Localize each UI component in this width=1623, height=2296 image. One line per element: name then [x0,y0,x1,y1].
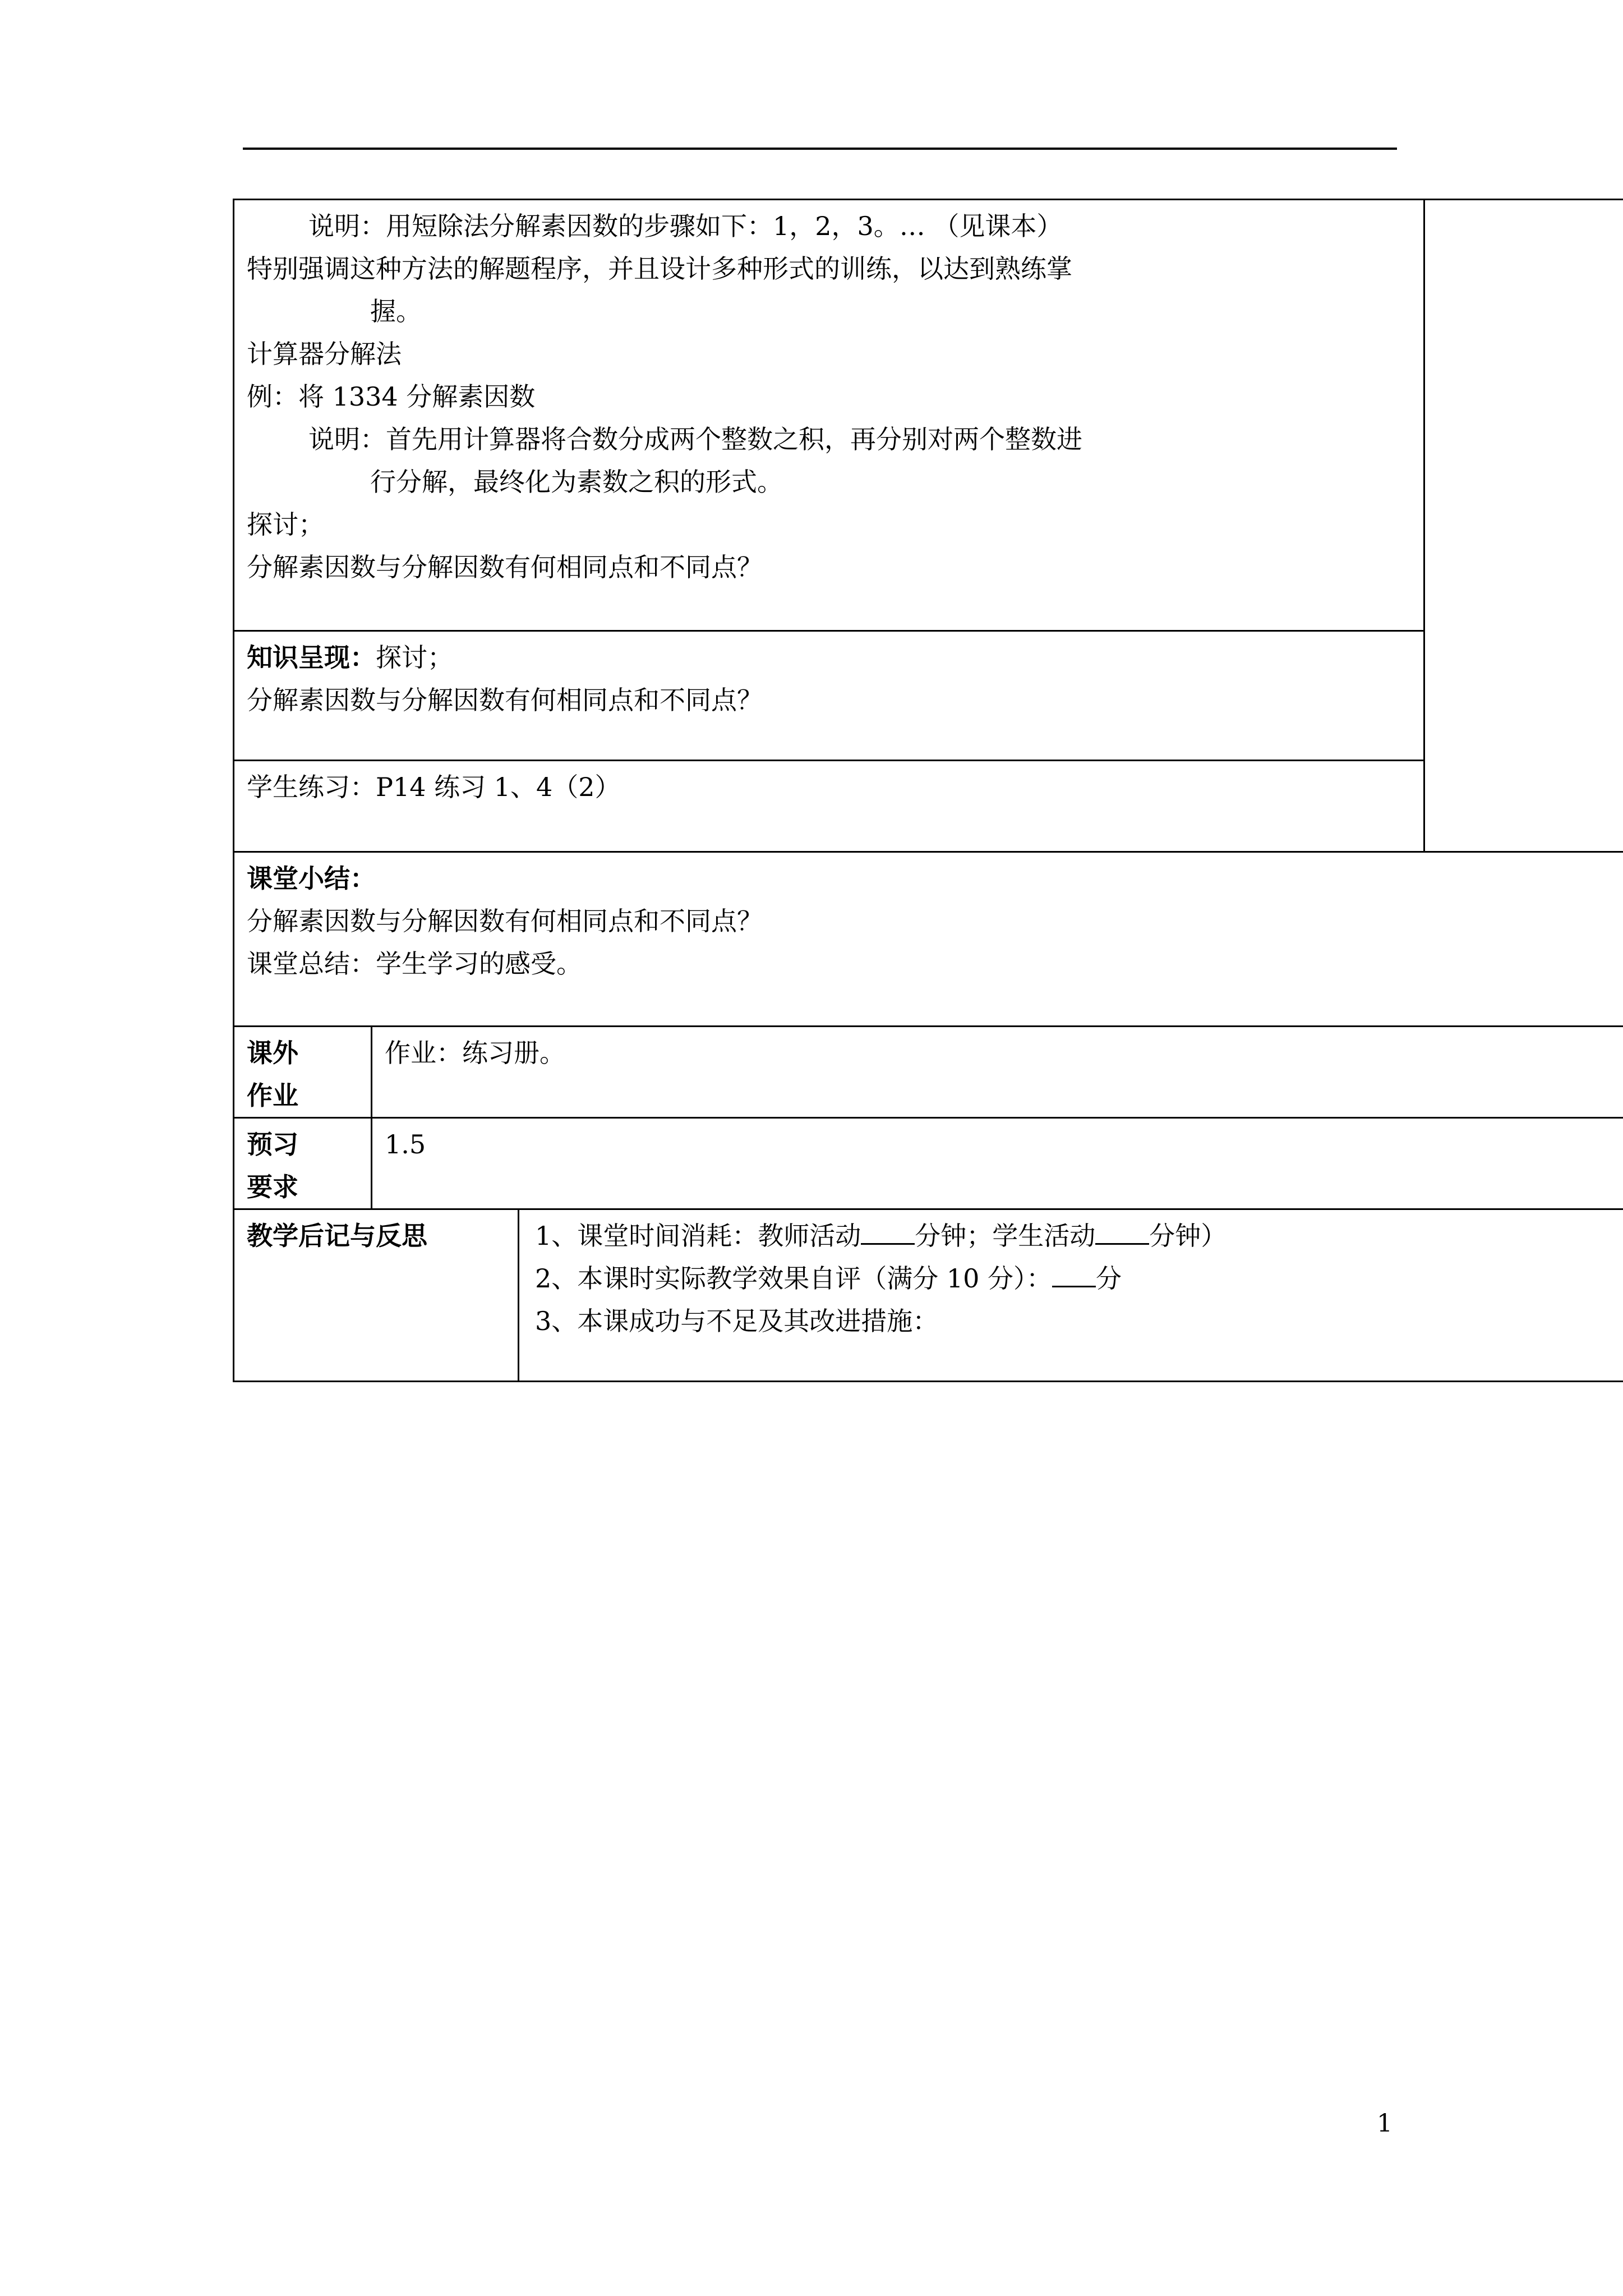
preview-label-cell [234,1118,372,1209]
homework-label-1: 课外 [247,1038,298,1068]
homework-label-cell [234,1027,372,1118]
preview-content-cell [372,1118,1623,1209]
knowledge-label: 知识呈现： [247,642,376,673]
preview-label-2: 要求 [247,1172,298,1202]
reflection-row [234,1209,1623,1382]
process-row [234,200,1623,631]
reflection-item-2-b: 分 [1096,1263,1122,1294]
knowledge-cell [234,631,1424,761]
self-score-blank[interactable] [1052,1263,1096,1287]
reflection-item-2 [535,1257,1623,1300]
reflection-item-1-b: 分钟；学生活动 [915,1221,1096,1251]
summary-label: 课堂小结： [247,863,376,894]
reflection-item-2-a: 2、本课时实际教学效果自评（满分 10 分）： [535,1263,1053,1294]
preview-content: 1.5 [385,1129,426,1159]
practice-cell [234,761,1424,852]
process-line-8: 探讨； [247,509,324,540]
preview-row [234,1118,1623,1209]
process-line-2: 特别强调这种方法的解题程序，并且设计多种形式的训练，以达到熟练掌 [247,254,1072,284]
reflection-content-cell [519,1209,1623,1382]
process-line-6: 说明：首先用计算器将合数分成两个整数之积，再分别对两个整数进 [308,424,1082,454]
reflection-label: 教学后记与反思 [247,1221,427,1251]
process-line-1: 说明：用短除法分解素因数的步骤如下：1，2，3。… （见课本） [308,211,1063,241]
practice-row [234,761,1623,852]
knowledge-line-2: 分解素因数与分解因数有何相同点和不同点？ [247,685,763,715]
process-line-7: 行分解，最终化为素数之积的形式。 [370,467,783,497]
header-rule [243,148,1397,150]
summary-cell [234,852,1623,1027]
reflection-item-1-a: 1、课堂时间消耗：教师活动 [535,1221,861,1251]
process-line-3: 握。 [370,296,422,326]
preview-label-1: 预习 [247,1129,298,1159]
knowledge-label-rest: 探讨； [376,642,453,673]
homework-content-cell [372,1027,1623,1118]
summary-row [234,852,1623,1027]
reflection-item-1 [535,1214,1623,1257]
side-notes-cell [1424,200,1623,852]
process-cell [234,200,1424,631]
student-minutes-blank[interactable] [1095,1221,1149,1245]
reflection-item-3: 3、本课成功与不足及其改进措施： [535,1306,939,1336]
summary-line-1: 分解素因数与分解因数有何相同点和不同点？ [247,906,763,936]
teacher-minutes-blank[interactable] [861,1221,915,1245]
homework-label-2: 作业 [247,1080,298,1111]
page-number: 1 [1377,2109,1393,2138]
process-line-4: 计算器分解法 [247,339,402,369]
process-line-9: 分解素因数与分解因数有何相同点和不同点？ [247,552,763,582]
reflection-item-1-c: 分钟） [1149,1221,1227,1251]
practice-text: 学生练习：P14 练习 1、4（2） [247,772,621,802]
reflection-label-cell [234,1209,519,1382]
process-line-5: 例：将 1334 分解素因数 [247,381,536,412]
homework-row [234,1027,1623,1118]
homework-content: 作业：练习册。 [385,1038,565,1068]
lesson-table [233,199,1623,1382]
summary-line-2: 课堂总结：学生学习的感受。 [247,949,582,979]
knowledge-row [234,631,1623,761]
